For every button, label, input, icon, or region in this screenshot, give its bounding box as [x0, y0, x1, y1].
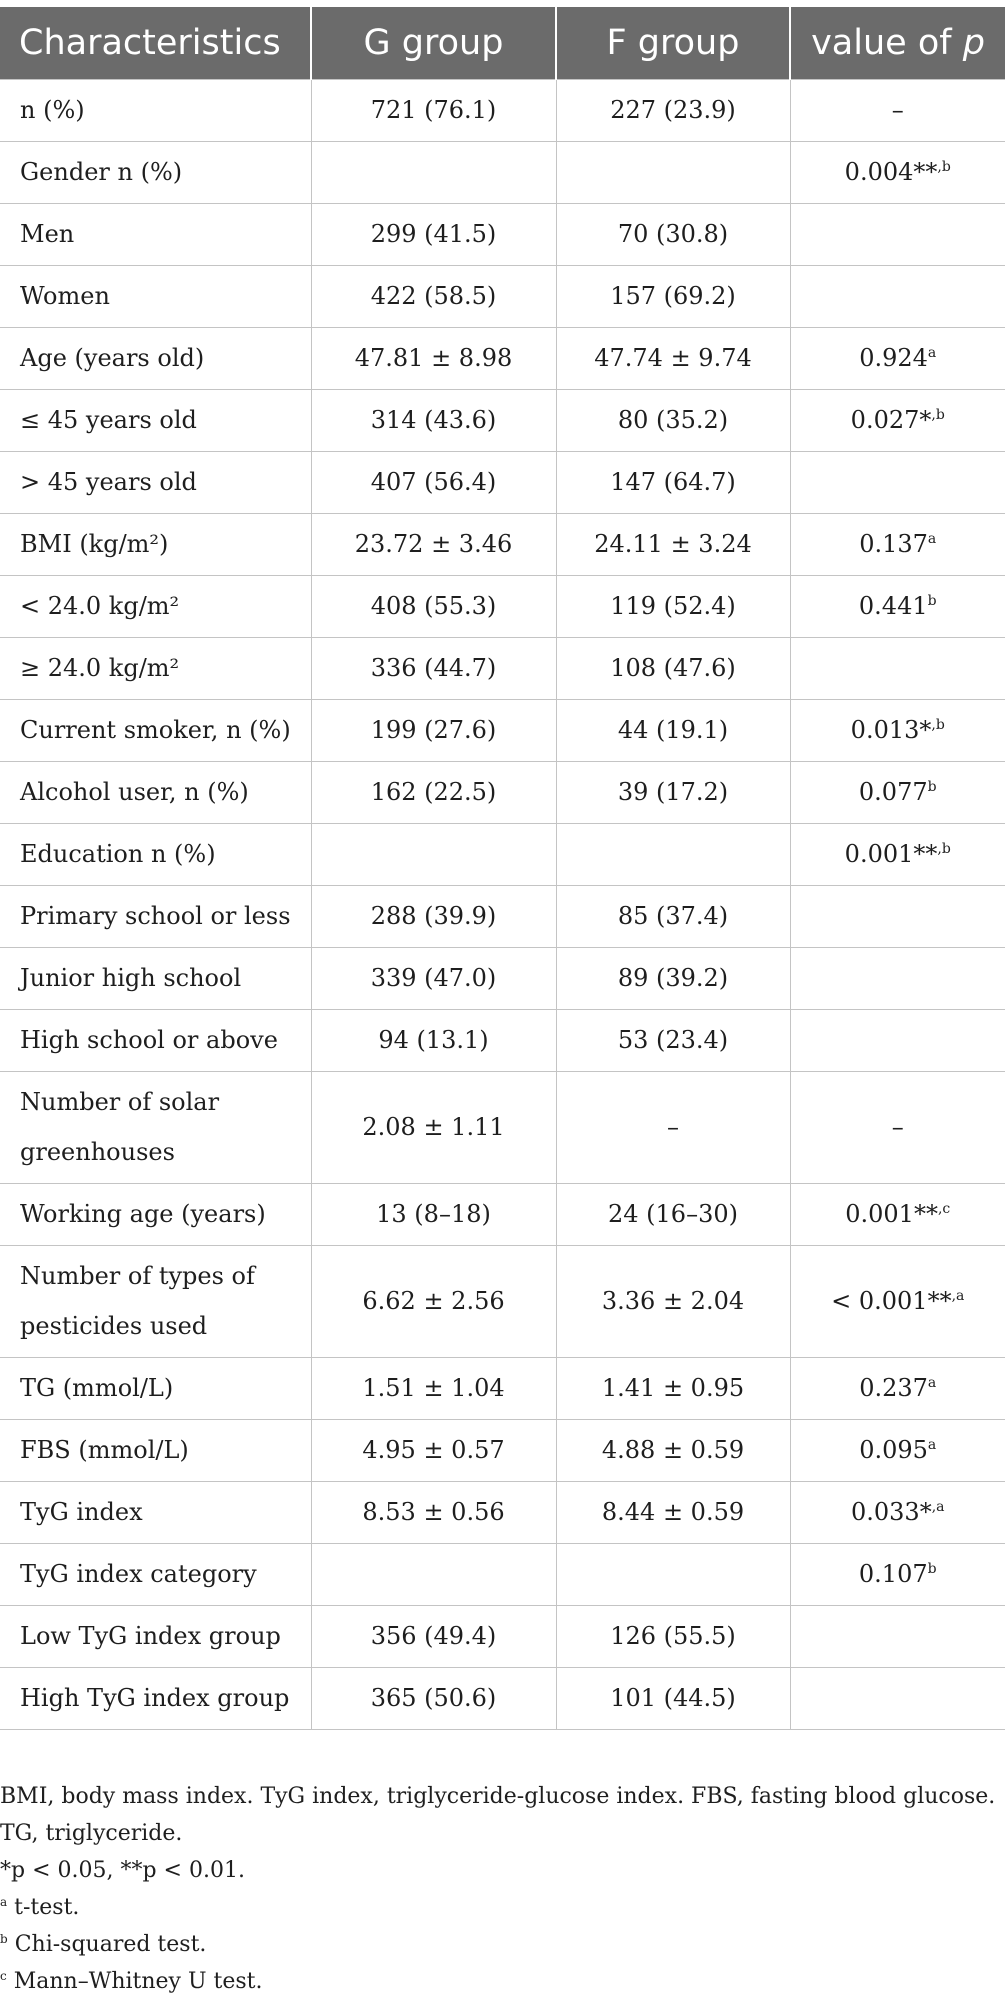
g-group-value: 339 (47.0) — [311, 947, 556, 1009]
row-label: TG (mmol/L) — [0, 1357, 311, 1419]
p-value-superscript: ,a — [951, 1288, 965, 1304]
row-label: Low TyG index group — [0, 1605, 311, 1667]
f-group-value: 8.44 ± 0.59 — [556, 1481, 790, 1543]
p-value — [790, 947, 1005, 1009]
table-row — [0, 513, 1005, 575]
f-group-value: 85 (37.4) — [556, 885, 790, 947]
row-label: Working age (years) — [0, 1183, 311, 1245]
f-group-value: 227 (23.9) — [556, 79, 790, 141]
f-group-value: 24 (16–30) — [556, 1183, 790, 1245]
table-row — [0, 575, 1005, 637]
row-label: Gender n (%) — [0, 141, 311, 203]
f-group-value: 119 (52.4) — [556, 575, 790, 637]
row-label: n (%) — [0, 79, 311, 141]
p-value: 0.033*$^{,a}$ — [790, 1481, 1005, 1543]
row-label: ≥ 24.0 kg/m² — [0, 637, 311, 699]
footnote-significance: *p < 0.05, **p < 0.01. — [0, 1858, 245, 1883]
g-group-value: 314 (43.6) — [311, 389, 556, 451]
p-value — [790, 451, 1005, 513]
f-group-value: 47.74 ± 9.74 — [556, 327, 790, 389]
g-group-value — [311, 823, 556, 885]
p-value — [790, 203, 1005, 265]
g-group-value: 6.62 ± 2.56 — [311, 1245, 556, 1357]
p-value-superscript: a — [927, 531, 937, 547]
table-row — [0, 1605, 1005, 1667]
p-value: 0.001**$^{,b}$ — [790, 823, 1005, 885]
p-value — [790, 885, 1005, 947]
characteristics-table — [0, 7, 1005, 1730]
table-row — [0, 1357, 1005, 1419]
f-group-value: 80 (35.2) — [556, 389, 790, 451]
p-value-superscript: ,b — [937, 841, 951, 857]
p-value: – — [790, 1071, 1005, 1183]
f-group-value: 44 (19.1) — [556, 699, 790, 761]
f-group-value: 24.11 ± 3.24 — [556, 513, 790, 575]
header-p-italic: p — [962, 22, 985, 63]
row-label: Current smoker, n (%) — [0, 699, 311, 761]
p-value: < 0.001**$^{,a}$ — [790, 1245, 1005, 1357]
g-group-value: 356 (49.4) — [311, 1605, 556, 1667]
p-value-superscript: b — [927, 779, 937, 795]
g-group-value: 288 (39.9) — [311, 885, 556, 947]
g-group-value: 162 (22.5) — [311, 761, 556, 823]
table-row — [0, 1419, 1005, 1481]
p-value: 0.924$^a$ — [790, 327, 1005, 389]
table-footnotes — [0, 1778, 1005, 2000]
p-value-superscript: ,b — [931, 717, 945, 733]
table-row — [0, 1245, 1005, 1357]
row-label: < 24.0 kg/m² — [0, 575, 311, 637]
row-label: Age (years old) — [0, 327, 311, 389]
table-row — [0, 1667, 1005, 1729]
p-value: 0.013*$^{,b}$ — [790, 699, 1005, 761]
table-row — [0, 699, 1005, 761]
p-value-superscript: a — [927, 1375, 937, 1391]
p-value: 0.027*$^{,b}$ — [790, 389, 1005, 451]
header-f-group: F group — [556, 7, 790, 79]
row-label: BMI (kg/m²) — [0, 513, 311, 575]
f-group-value: 126 (55.5) — [556, 1605, 790, 1667]
p-value-superscript: ,c — [937, 1201, 951, 1217]
row-label: Men — [0, 203, 311, 265]
row-label: High school or above — [0, 1009, 311, 1071]
p-value: 0.077$^b$ — [790, 761, 1005, 823]
g-group-value — [311, 141, 556, 203]
p-value: 0.441$^b$ — [790, 575, 1005, 637]
p-value — [790, 1605, 1005, 1667]
row-label: Primary school or less — [0, 885, 311, 947]
p-value-superscript: b — [927, 593, 937, 609]
footnote-b: $^b$ Chi-squared test. — [0, 1932, 207, 1957]
g-group-value: 1.51 ± 1.04 — [311, 1357, 556, 1419]
g-group-value: 47.81 ± 8.98 — [311, 327, 556, 389]
g-group-value: 4.95 ± 0.57 — [311, 1419, 556, 1481]
f-group-value: 39 (17.2) — [556, 761, 790, 823]
p-value: – — [790, 79, 1005, 141]
g-group-value: 299 (41.5) — [311, 203, 556, 265]
header-g-group: G group — [311, 7, 556, 79]
row-label: Number of types of pesticides used — [0, 1245, 311, 1357]
p-value-superscript: ,b — [937, 159, 951, 175]
row-label: High TyG index group — [0, 1667, 311, 1729]
p-value: 0.237$^a$ — [790, 1357, 1005, 1419]
f-group-value: – — [556, 1071, 790, 1183]
table-row — [0, 203, 1005, 265]
g-group-value: 8.53 ± 0.56 — [311, 1481, 556, 1543]
f-group-value: 108 (47.6) — [556, 637, 790, 699]
f-group-value: 101 (44.5) — [556, 1667, 790, 1729]
row-label: > 45 years old — [0, 451, 311, 513]
table-body — [0, 79, 1005, 1729]
f-group-value — [556, 823, 790, 885]
g-group-value: 94 (13.1) — [311, 1009, 556, 1071]
g-group-value: 407 (56.4) — [311, 451, 556, 513]
g-group-value: 199 (27.6) — [311, 699, 556, 761]
row-label: Education n (%) — [0, 823, 311, 885]
table-row — [0, 1543, 1005, 1605]
f-group-value — [556, 1543, 790, 1605]
table-row — [0, 79, 1005, 141]
table-row — [0, 141, 1005, 203]
p-value-superscript: ,b — [931, 407, 945, 423]
table-row — [0, 823, 1005, 885]
table-row — [0, 947, 1005, 1009]
p-value: 0.095$^a$ — [790, 1419, 1005, 1481]
footnote-abbreviations: BMI, body mass index. TyG index, triglyceride-glucose index. FBS, fasting blood glucose. TG, triglyceride. — [0, 1784, 996, 1846]
p-value — [790, 265, 1005, 327]
row-label: Number of solar greenhouses — [0, 1071, 311, 1183]
header-p-value — [790, 7, 1005, 79]
row-label: TyG index category — [0, 1543, 311, 1605]
header-characteristics: Characteristics — [0, 7, 311, 79]
table-row — [0, 389, 1005, 451]
table-row — [0, 637, 1005, 699]
row-label: Junior high school — [0, 947, 311, 1009]
table-row — [0, 451, 1005, 513]
g-group-value: 336 (44.7) — [311, 637, 556, 699]
footnote-a: $^a$ t-test. — [0, 1895, 80, 1920]
table-row — [0, 1481, 1005, 1543]
row-label: FBS (mmol/L) — [0, 1419, 311, 1481]
p-value — [790, 1667, 1005, 1729]
p-value-superscript: b — [927, 1561, 937, 1577]
f-group-value: 157 (69.2) — [556, 265, 790, 327]
p-value: 0.107$^b$ — [790, 1543, 1005, 1605]
f-group-value: 53 (23.4) — [556, 1009, 790, 1071]
f-group-value: 147 (64.7) — [556, 451, 790, 513]
g-group-value: 13 (8–18) — [311, 1183, 556, 1245]
row-label: Women — [0, 265, 311, 327]
g-group-value: 408 (55.3) — [311, 575, 556, 637]
f-group-value: 3.36 ± 2.04 — [556, 1245, 790, 1357]
p-value: 0.004**$^{,b}$ — [790, 141, 1005, 203]
g-group-value — [311, 1543, 556, 1605]
row-label: Alcohol user, n (%) — [0, 761, 311, 823]
f-group-value — [556, 141, 790, 203]
table-row — [0, 885, 1005, 947]
p-value-superscript: a — [927, 1437, 937, 1453]
g-group-value: 23.72 ± 3.46 — [311, 513, 556, 575]
f-group-value: 1.41 ± 0.95 — [556, 1357, 790, 1419]
p-value — [790, 1009, 1005, 1071]
table-header — [0, 7, 1005, 79]
header-p-label: value of — [811, 22, 963, 63]
table-row — [0, 265, 1005, 327]
p-value: 0.137$^a$ — [790, 513, 1005, 575]
f-group-value: 4.88 ± 0.59 — [556, 1419, 790, 1481]
row-label: ≤ 45 years old — [0, 389, 311, 451]
p-value-superscript: ,a — [931, 1499, 945, 1515]
p-value-superscript: a — [927, 345, 937, 361]
g-group-value: 2.08 ± 1.11 — [311, 1071, 556, 1183]
p-value — [790, 637, 1005, 699]
g-group-value: 422 (58.5) — [311, 265, 556, 327]
table-row — [0, 1183, 1005, 1245]
footnote-c: $^c$ Mann–Whitney U test. — [0, 1969, 263, 1994]
g-group-value: 365 (50.6) — [311, 1667, 556, 1729]
table-row — [0, 1071, 1005, 1183]
table-row — [0, 761, 1005, 823]
g-group-value: 721 (76.1) — [311, 79, 556, 141]
row-label: TyG index — [0, 1481, 311, 1543]
p-value: 0.001**$^{,c}$ — [790, 1183, 1005, 1245]
f-group-value: 89 (39.2) — [556, 947, 790, 1009]
table-row — [0, 1009, 1005, 1071]
table-row — [0, 327, 1005, 389]
f-group-value: 70 (30.8) — [556, 203, 790, 265]
